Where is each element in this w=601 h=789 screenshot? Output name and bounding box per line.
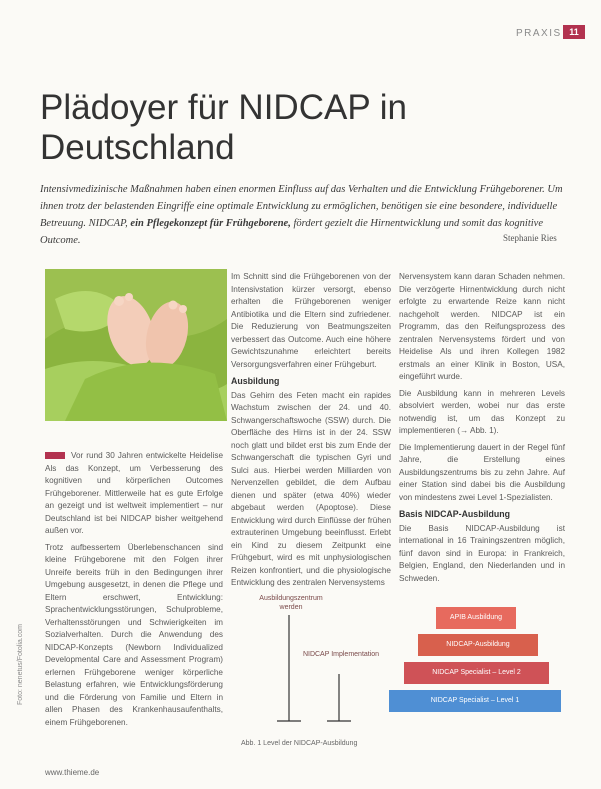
- col1-paragraph-2: Trotz aufbessertem Überlebenschancen sind kleine Frühgeborene mit den Folgen ihrer Unreife bereits früh in den Bedingungen ihrer Umgebung ausgesetzt, in denen die Pflege und Eltern erschwert, Entwicklung: Sprachentwicklungsstörungen, Schulprobleme, Verhaltensstörungen und Schwierigkeiten im Sozialverhalten. Durch die Anwendung des NIDCAP-Konzepts (Newborn Individualized Developmental Care and Assessment Program) erlernen Frühgeborene weniger körperliche Belastung erfahren, wie Entwicklungsförderung und die Förderung von Familie und Eltern in allen Phasen des Krankenhausaufenthalts, einem Frühgeborenen.: [45, 542, 223, 727]
- column-1: [45, 450, 223, 733]
- baby-feet-photo: [45, 269, 227, 421]
- col3-paragraph-4: Die Basis NIDCAP-Ausbildung ist international in 16 Trainingszentren möglich, fünf davon sind in Europa: in Frankreich, Belgien, England, den Niederlanden und in Schweden.: [399, 523, 565, 583]
- accent-bar: [45, 452, 65, 459]
- heading-ausbildung: Ausbildung: [231, 376, 280, 386]
- section-label: PRAXIS: [516, 28, 562, 39]
- article-title: Plädoyer für NIDCAP in Deutschland: [40, 88, 408, 167]
- figure-caption: Abb. 1 Level der NIDCAP-Ausbildung: [241, 740, 358, 747]
- page-number-badge: 11: [563, 25, 585, 39]
- col3-paragraph-2: Die Ausbildung kann in mehreren Levels absolviert werden, wobei nur das erste notwendig ist, um das Konzept zu implementieren (→ Abb. 1).: [399, 388, 565, 435]
- lead-text-1: Intensivmedizinische Maßnahmen haben einen enormen Einfluss auf das Verhalten und die Entwicklung Frühgeborener. Um ihnen trotz der belastenden Eingriffe eine optimale Entwicklung zu ermöglichen, benötigen sie eine besondere, individuelle Betreuung. NIDCAP,: [40, 184, 563, 229]
- figure-mid-label: NIDCAP Implementation: [302, 651, 380, 658]
- col1-paragraph-1: Vor rund 30 Jahren entwickelte Heidelise Als das Konzept, um Verbesserung des kognitiven und körperlichen Outcomes Frühgeborener. Mittlerweile hat es gute Erfolge an gezeigt und ist weltweit implementiert – nur Deutschland ist bei NIDCAP bisher weitgehend außen vor.: [45, 451, 223, 535]
- col2-paragraph-2: Das Gehirn des Feten macht ein rapides Wachstum zwischen der 24. und 40. Schwangerschaftswoche (SSW) durch. Die Oberfläche des Hirns ist in der 24. SSW noch glatt und bildet erst bis zum Ende der Schwangerschaft die typischen Gyri und Sulci aus. Hierbei werden Milliarden von Nervenzellen gebildet, die dem Aufbau dienen und später (etwa 40%) wieder abgebaut werden (Apoptose). Diese Entwicklung wird durch Einflüsse der frühen extrauterinen Umgebung beeinflusst. Erlebt ein Kind zu diesem Zeitpunkt eine Frühgeburt, wird es mit unphysiologischen Reizen konfrontiert, und die physiologische Entwicklung des zentralen Nervensystems: [231, 390, 391, 587]
- col3-paragraph-1: Nervensystem kann daran Schaden nehmen. Die verzögerte Hirnentwicklung durch nicht erfolgte zu erwartende Reize kann nicht nachgeholt werden. NIDCAP ist ein Programm, das den Reifungsprozess des zentralen Nervensystems fördert und von Heidelise Als und ihren Kollegen 1982 erstmals an einer Klinik in Boston, USA, eingeführt wurde.: [399, 272, 565, 381]
- column-2: [231, 271, 391, 594]
- step-level-2: NIDCAP Specialist – Level 2: [404, 662, 549, 684]
- training-levels-figure: [231, 590, 571, 750]
- column-3: [399, 271, 565, 589]
- step-level-1: NIDCAP Specialist – Level 1: [389, 690, 561, 712]
- col3-paragraph-3: Die Implementierung dauert in der Regel fünf Jahre, die Erstellung eines Ausbildungszentrums bis zu zehn Jahre. Auf einer Station sind dabei bis die Ausbildung von mindestens zwei Level 1-Spezialisten.: [399, 442, 565, 502]
- figure-top-label: Ausbildungszentrum werden: [259, 595, 323, 611]
- article-lead: [40, 181, 570, 249]
- step-nidcap-ausbildung: NIDCAP-Ausbildung: [418, 634, 538, 656]
- lead-bold: ein Pflegekonzept für Frühgeborene,: [130, 218, 291, 229]
- footer-url: www.thieme.de: [45, 768, 100, 777]
- col2-paragraph-1: Im Schnitt sind die Frühgeborenen von der Intensivstation kürzer versorgt, ebenso erhalten die Frühgeborenen weniger Antibiotika und die Eltern sind zufriedener. Die Reduzierung von Beatmungszeiten verbessert das Outcome. Auch eine höhere Gewichtszunahme erleichtert bereits Versorgungsverfahren einer Frühgeburt.: [231, 272, 391, 369]
- lead-text-2: fördert gezielt die Hirnentwicklung und somit das kognitive Outcome.: [40, 218, 544, 246]
- author: Stephanie Ries: [503, 233, 557, 243]
- photo-credit: Foto: nenetus/Fotolia.com: [17, 624, 24, 705]
- step-apib: APIB Ausbildung: [436, 607, 516, 629]
- heading-basis: Basis NIDCAP-Ausbildung: [399, 509, 510, 519]
